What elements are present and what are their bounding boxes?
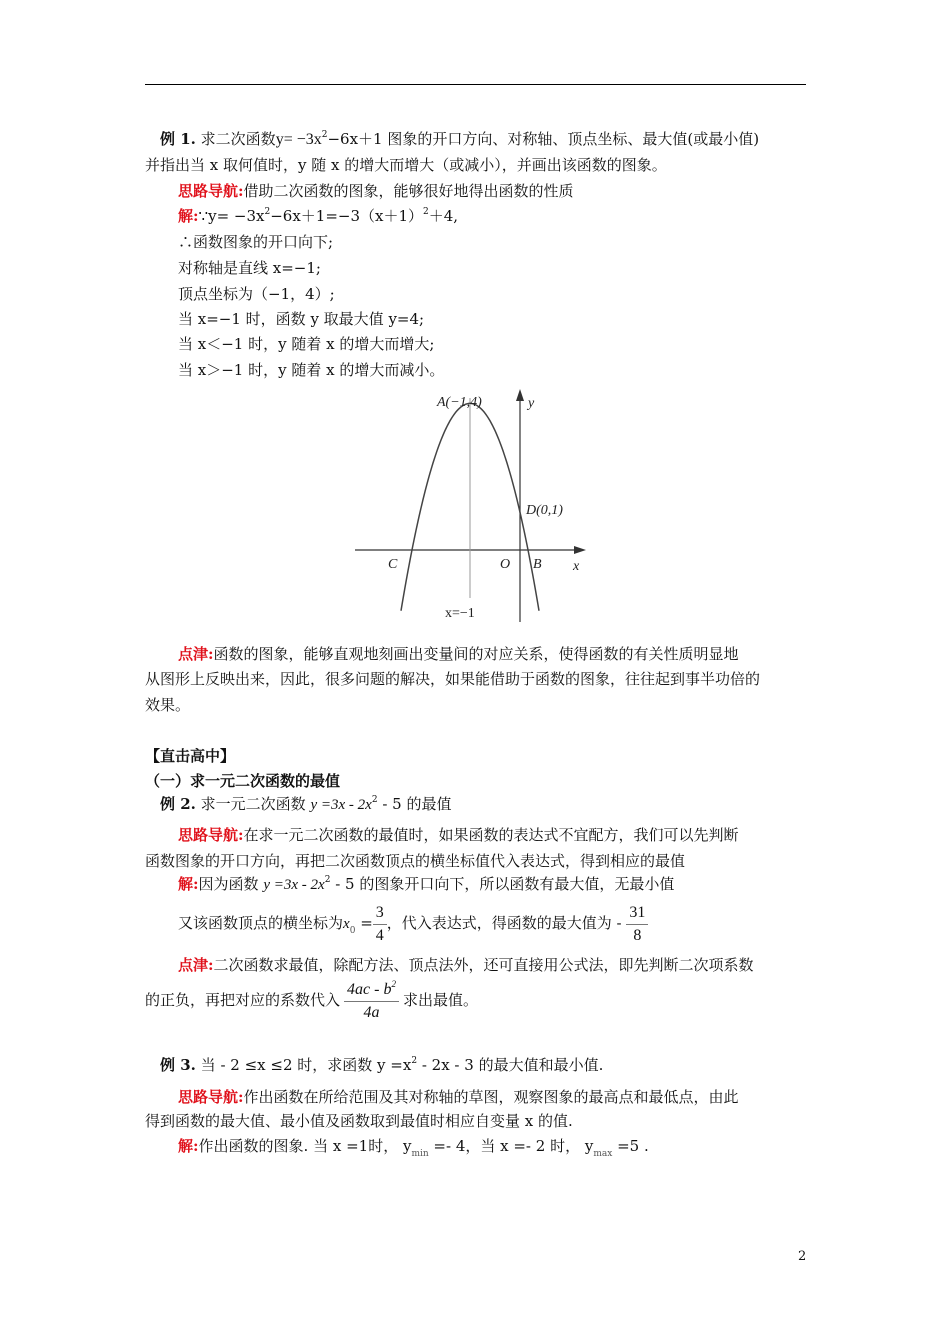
subscript-min: min [411,1149,429,1159]
ex2-label: 例 2. [160,795,196,813]
ex1-note-line: 从图形上反映出来，因此，很多问题的解决，如果能借助于函数的图象，往往起到事半功倍的 [145,670,761,688]
ex1-step: 当 x＜−1 时，y 随着 x 的增大而增大; [178,335,435,353]
note-label: 点津: [178,645,214,663]
parabola-graph [0,0,950,640]
fraction-3-4 [373,902,387,947]
text: 因为函数 [198,875,259,893]
formula: y =3x - 2x [263,877,325,893]
label-c: C [388,557,398,572]
label-d: D(0,1) [526,503,563,518]
text: ＋4, [428,207,459,225]
text: 求二次函数 [200,130,276,148]
text: −6x＋1 图象的开口方向、对称轴、顶点坐标、最大值(或最小值) [327,130,760,148]
text: =5 . [612,1137,649,1155]
denominator: 8 [633,926,642,944]
x0: x [343,916,350,932]
denominator: 4 [375,926,384,944]
text: 的正负，再把对应的系数代入 [145,991,341,1009]
ex3-question: 例 3. 当 - 2 ≤x ≤2 时，求函数 $y =x^2 - 2x - 3$ 的最大值和最小值. [160,1056,604,1074]
numerator: 31 [626,902,648,925]
solution-label: 解: [178,1137,199,1155]
text: −6x＋1=−3（x＋1） [270,207,424,225]
section-title: 【直击高中】 [145,747,236,765]
text: =- 4，当 x =- 2 时， y [428,1137,594,1155]
numerator: 4ac - b [347,980,392,998]
ex1-question-line2: 并指出当 x 取何值时，y 随 x 的增大而增大（或减小），并画出该函数的图象。 [145,156,667,174]
solution-label: 解: [178,875,199,893]
text: - 5 的图象开口向下，所以函数有最大值，无最小值 [330,875,675,893]
ex2-solution-line2: 又该函数顶点的横坐标为$x_0$ = $\frac{3}{4}$ ，代入表达式，得函数的最大值为 - $\frac{31}{8}$ [178,900,648,946]
hint-label: 思路导航: [178,1088,244,1106]
note-label: 点津: [178,956,214,974]
ex2-hint [178,825,739,845]
label-y: y [528,396,535,411]
text: 二次函数求最值，除配方法、顶点法外，还可直接用公式法，即先判断二次项系数 [213,956,754,974]
ex1-step: ∴函数图象的开口向下; [178,233,334,251]
text: 函数的图象，能够直观地刻画出变量间的对应关系，使得函数的有关性质明显地 [213,645,739,663]
section-subtitle: （一）求一元二次函数的最值 [145,772,341,790]
text: 在求一元二次函数的最值时，如果函数的表达式不宜配方，我们可以先判断 [243,826,739,844]
label-x: x [573,559,580,574]
fraction-31-8 [626,902,648,947]
label-o: O [500,557,511,572]
ex1-question-line1: 例 1. 求二次函数$y= -3x^2-6x+1$ 图象的开口方向、对称轴、顶点坐标、最大值(或最小值) [160,130,760,148]
ex1-note [178,644,739,664]
ex1-note-line: 效果。 [145,696,191,714]
hint-label: 思路导航: [178,826,244,844]
ex2-note [178,955,754,975]
solution-label: 解: [178,207,199,225]
y-axis-arrow-icon [516,389,524,401]
ex2-question: 例 2. 求一元二次函数 $y =3x - 2x^2 - 5$ 的最值 [160,795,452,813]
text: - 5 的最值 [377,795,452,813]
label-a: A(−1,4) [437,395,482,410]
formula: y =3x - 2x [310,797,372,813]
ex2-hint-line: 函数图象的开口方向，再把二次函数顶点的横坐标值代入表达式，得到相应的最值 [145,852,686,870]
ex3-hint-line: 得到函数的最大值、最小值及函数取到最值时相应自变量 x 的值. [145,1112,573,1130]
text: 作出函数的图象. 当 x =1时， y [198,1137,412,1155]
ex3-solution [178,1136,649,1159]
ex1-step: 当 x＞−1 时，y 随着 x 的增大而减小。 [178,361,445,379]
text: 求出最值。 [402,991,478,1009]
x-axis-arrow-icon [574,546,586,554]
fraction-formula: $\frac{4ac - b^2}{4a}$ [344,979,399,1024]
denominator: 4a [363,1003,380,1021]
label-symmetry-axis: x=−1 [445,606,475,621]
ex1-step: 顶点坐标为（−1，4）; [178,285,335,303]
text: 又该函数顶点的横坐标为 [178,914,344,932]
ex3-hint [178,1087,739,1107]
text: 当 - 2 ≤x ≤2 时，求函数 y =x [200,1056,412,1074]
hint-text: 借助二次函数的图象，能够很好地得出函数的性质 [243,182,574,200]
text: ，代入表达式，得函数的最大值为 - [386,914,622,932]
text: - 2x - 3 的最大值和最小值. [417,1056,604,1074]
text: 求一元二次函数 [200,795,306,813]
text: ∵y= −3x [198,207,265,225]
hint-label: 思路导航: [178,182,244,200]
ex2-note-line2 [145,977,478,1023]
ex3-label: 例 3. [160,1056,196,1074]
ex2-solution: 解:因为函数 $y =3x - 2x^2 - 5$ 的图象开口向下，所以函数有最大值，无最小值 [178,875,675,893]
page-number: 2 [798,1249,807,1264]
ex1-step: 对称轴是直线 x=−1; [178,259,321,277]
ex1-solution: 解:∵y= $-3x^2-6x+1=-3(x+1)^2+4$, [178,207,459,225]
label-b: B [533,557,542,572]
ex1-step: 当 x=−1 时，函数 y 取最大值 y=4; [178,310,425,328]
numerator: 3 [373,902,387,925]
ex1-label: 例 1. [160,130,196,148]
formula: y= −3x [275,131,322,148]
text: 作出函数在所给范围及其对称轴的草图，观察图象的最高点和最低点，由此 [243,1088,739,1106]
text: = [355,914,373,932]
subscript-max: max [593,1149,613,1159]
